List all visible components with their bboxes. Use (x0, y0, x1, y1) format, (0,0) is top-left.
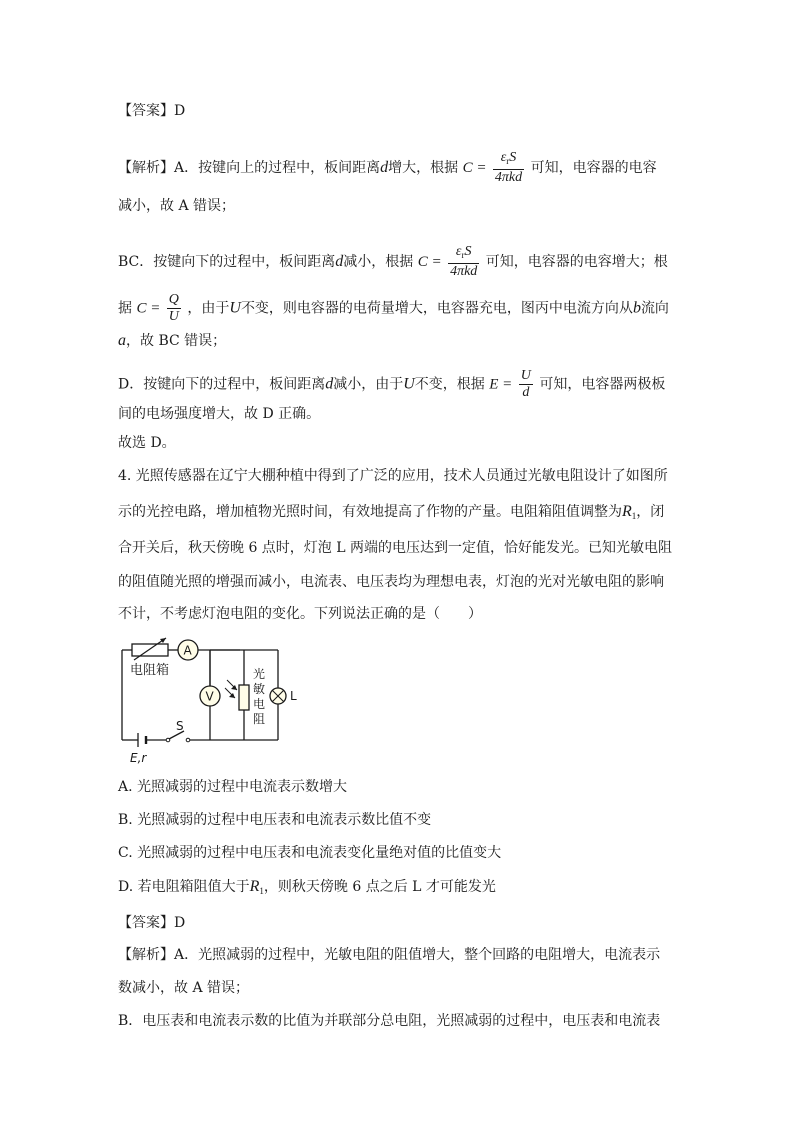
resistor-box (132, 638, 168, 660)
choose-answer: 故选 D。 (118, 435, 176, 451)
var-b: b (632, 299, 641, 317)
text: BC．按键向下的过程中，板间距离 (118, 254, 336, 270)
analysis-bc-line1 (118, 244, 668, 280)
ldr-char: 电 (253, 697, 266, 711)
ammeter-icon (178, 640, 198, 660)
analysis-a-line1 (118, 150, 657, 186)
var-d: d (380, 159, 389, 176)
text: 增大，根据 (388, 160, 459, 176)
ldr-char: 阻 (253, 712, 266, 726)
switch-label: S (176, 719, 184, 733)
text: 减小，由于 (333, 376, 404, 393)
denominator: U (168, 309, 179, 324)
text: 【解析】A．按键向上的过程中，板间距离 (118, 160, 381, 176)
text: 示的光控电路，增加植物光照时间，有效地提高了作物的产量。电阻箱阻值调整为 (118, 504, 622, 520)
option-b: B. 光照减弱的过程中电压表和电流表示数比值不变 (118, 812, 432, 828)
text: 不变，则电容器的电荷量增大，电容器充电，图丙中电流方向从 (240, 300, 633, 317)
text: 可知，电容器的电容 (530, 160, 657, 176)
photoresistor-icon (225, 680, 249, 710)
lamp-label: L (290, 689, 297, 703)
analysis-bc-line2 (118, 292, 669, 325)
question-4-line2 (118, 502, 664, 526)
denominator: 4πkd (494, 170, 523, 185)
numerator: Q (168, 292, 179, 307)
var-d: d (325, 375, 334, 393)
text: D. 若电阻箱阻值大于 (118, 879, 250, 895)
explanation-line1: 【解析】A．光照减弱的过程中，光敏电阻的阻值增大，整个回路的电阻增大，电流表示 (118, 947, 661, 963)
battery-icon (138, 733, 146, 747)
answer-1: 【答案】D (118, 103, 186, 119)
text: 据 (118, 300, 132, 317)
eq-lhs: C = (417, 254, 442, 270)
question-4-line4: 的阻值随光照的增强而减小，电流表、电压表均为理想电表，灯泡的光对光敏电阻的影响 (118, 574, 664, 590)
sub-r: r (461, 250, 465, 260)
var-U: U (229, 299, 241, 317)
voltmeter-label: V (205, 689, 214, 704)
text: 流向 (640, 300, 669, 317)
text: ，则秋天傍晚 6 点之后 L 才可能发光 (263, 879, 496, 895)
sub-1: 1 (631, 511, 637, 521)
var-S: S (464, 244, 472, 259)
resistor-box-label: 电阻箱 (130, 663, 170, 678)
sub-1: 1 (259, 886, 264, 896)
circuit-diagram (110, 630, 310, 770)
option-a: A. 光照减弱的过程中电流表示数增大 (118, 779, 348, 795)
var-S: S (509, 150, 517, 165)
text: D．按键向下的过程中，板间距离 (118, 376, 326, 393)
u-over-d-fraction (519, 368, 533, 401)
analysis-a-line2: 减小，故 A 错误； (118, 198, 236, 214)
var-R: R (622, 503, 632, 520)
text: 不变，根据 (414, 376, 485, 393)
analysis-bc-line3 (118, 331, 226, 351)
eq-lhs: C = (462, 160, 487, 176)
option-d (118, 877, 496, 901)
text: ，故 BC 错误； (126, 333, 227, 349)
analysis-d-line1 (118, 368, 665, 401)
var-R: R (249, 878, 260, 895)
capacitance-fraction (493, 150, 524, 186)
text: 减小，根据 (343, 254, 414, 270)
epsilon: ε (455, 244, 462, 259)
epsilon: ε (500, 150, 507, 165)
explanation-line2: 数减小，故 A 错误； (118, 980, 250, 996)
var-d: d (335, 253, 344, 270)
eq-lhs: E = (489, 376, 513, 393)
option-c: C. 光照减弱的过程中电压表和电流表变化量绝对值的比值变大 (118, 845, 502, 861)
text: ，闭 (636, 504, 665, 520)
var-R1 (250, 878, 264, 895)
var-U: U (403, 375, 415, 393)
photoresistor-label (253, 666, 269, 726)
var-R1 (622, 503, 636, 520)
question-4-line5: 不计，不考虑灯泡电阻的变化。下列说法正确的是（ ） (118, 606, 482, 622)
text: 可知，电容器的电容增大；根 (485, 254, 668, 270)
voltmeter-icon (200, 650, 220, 706)
eq-lhs: C = (136, 300, 161, 317)
capacitance-fraction (448, 244, 479, 280)
analysis-d-line2: 间的电场强度增大，故 D 正确。 (118, 406, 321, 422)
answer-2: 【答案】D (118, 915, 186, 931)
question-4-line1: 4. 光照传感器在辽宁大棚种植中得到了广泛的应用，技术人员通过光敏电阻设计了如图所 (118, 468, 668, 484)
var-a: a (118, 332, 126, 349)
source-label: E,r (130, 751, 147, 765)
denominator: 4πkd (450, 264, 478, 279)
numerator: U (520, 368, 531, 383)
q-over-u-fraction (167, 292, 181, 325)
ldr-char: 光 (253, 667, 266, 681)
text: 可知，电容器两极板 (539, 376, 666, 393)
sub-r: r (506, 156, 510, 166)
ammeter-label: A (183, 643, 192, 658)
denominator: d (522, 385, 530, 400)
lamp-icon (270, 688, 286, 704)
question-4-line3: 合开关后，秋天傍晚 6 点时，灯泡 L 两端的电压达到一定值，恰好能发光。已知光敏电阻 (118, 540, 673, 556)
ldr-char: 敏 (253, 682, 266, 696)
text: ，由于 (187, 300, 230, 317)
explanation-line3: B．电压表和电流表示数的比值为并联部分总电阻，光照减弱的过程中，电压表和电流表 (118, 1013, 661, 1029)
